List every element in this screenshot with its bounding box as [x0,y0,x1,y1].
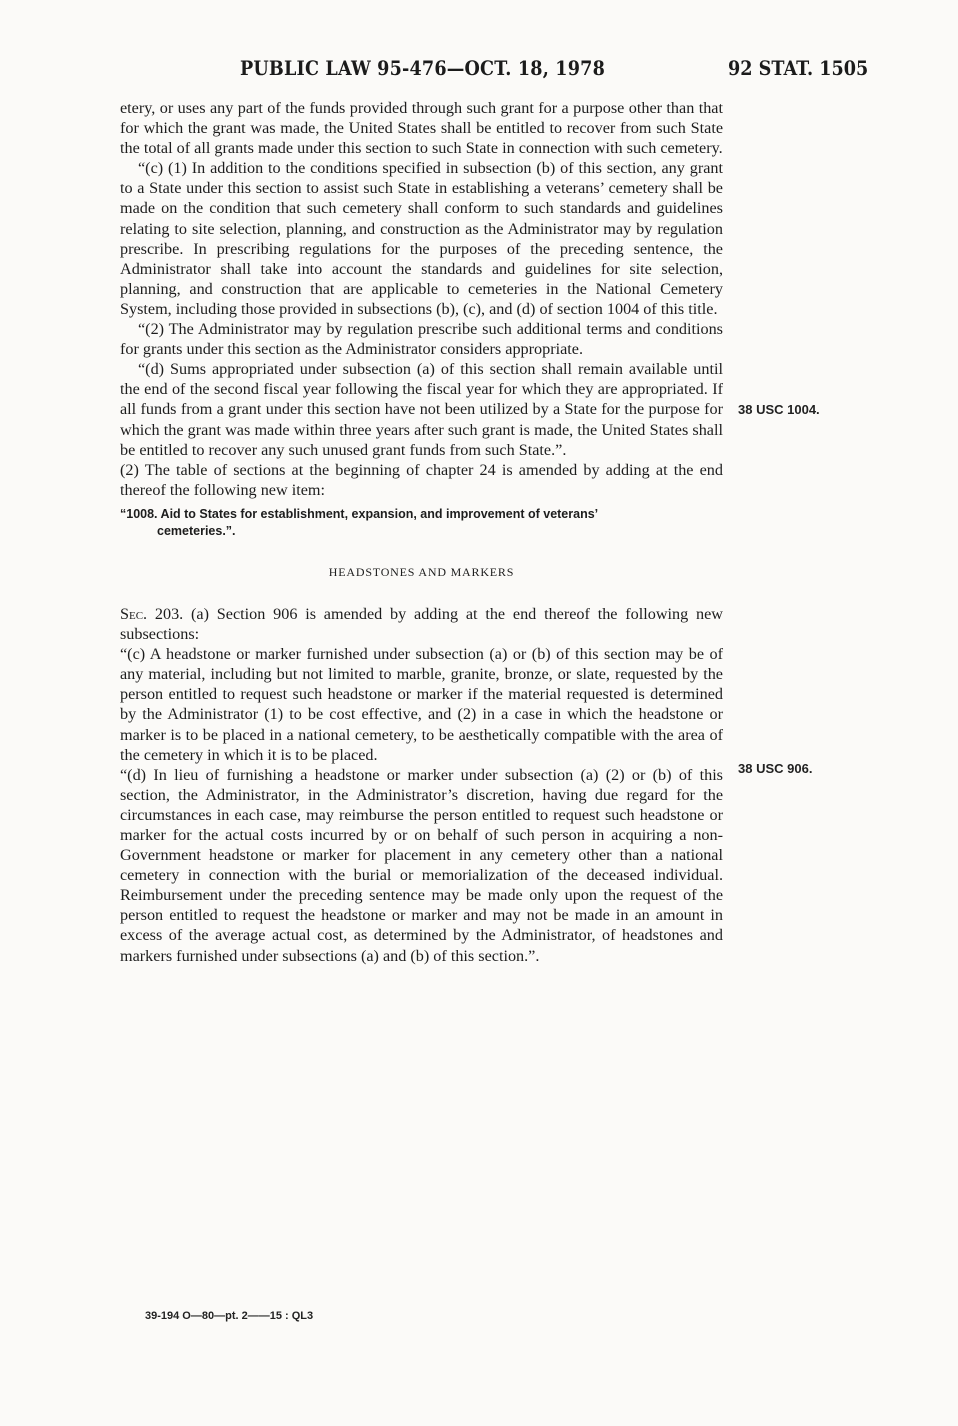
running-header-page-number: 92 STAT. 1505 [728,56,869,80]
print-code-footer: 39-194 O—80—pt. 2——15 : QL3 [145,1310,314,1322]
paragraph-subsection-c2: “(2) The Administrator may by regulation prescribe such additional terms and conditions for grants under this section as the Administrator considers appropriate. [120,320,723,359]
paragraph-headstone-c: “(c) A headstone or marker furnished under subsection (a) or (b) of this section may be of any material, including but not limited to marble, granite, bronze, or slate, requested by the person entitled to request such headstone or marker if the material requested is determined by the Administrator (1) to be cost effective, and (2) in a case in which the headstone or marker is to be placed in a national cemetery, to be aesthetically compatible with the area of the cemetery in which it is to be placed. [120,645,723,764]
table-item-line2: cemeteries.”. [157,523,236,538]
table-item-line1: “1008. Aid to States for establishment, expansion, and improvement of veterans’ [120,506,599,521]
table-of-sections-item [120,506,723,540]
running-header-title: PUBLIC LAW 95-476—OCT. 18, 1978 [240,56,605,80]
paragraph-continuation: etery, or uses any part of the funds provided through such grant for a purpose other than that for which the grant was made, the United States shall be entitled to recover from such State the total of all grants made under this section to such State in connection with such cemetery. [120,99,723,158]
paragraph-subsection-c1: “(c) (1) In addition to the conditions specified in subsection (b) of this section, any grant to a State under this section to assist such State in establishing a veterans’ cemetery shall be made on the condition that such cemetery shall conform to such standards and guidelines relating to site selection, planning, and construction as the Administrator may by regulation prescribe. In prescribing regulations for the purposes of the preceding sentence, the Administrator shall take into account the standards and guidelines for site selection, planning, and construction that are applicable to cemeteries in the National Cemetery System, including those provided in subsections (b), (c), and (d) of section 1004 of this title. [120,159,723,318]
marginal-note-38-usc-906: 38 USC 906. [738,761,813,776]
paragraph-subsection-d: “(d) Sums appropriated under subsection (a) of this section shall remain available until the end of the second fiscal year following the fiscal year for which they are appropriated. If all funds from a grant under this section have not been utilized by a State for the purpose for which the grant was made within three years after such grant is made, the United States shall be entitled to recover any such unused grant funds from such State.”. [120,360,723,459]
sec-203-text: 203. (a) Section 906 is amended by adding at the end thereof the following new subsections: [120,604,723,644]
paragraph-sec-203 [120,604,723,644]
marginal-note-38-usc-1004: 38 USC 1004. [738,402,820,417]
sec-label: Sec. [120,604,148,623]
body-text [120,98,723,966]
paragraph-headstone-d: “(d) In lieu of furnishing a headstone or marker under subsection (a) (2) or (b) of this section, the Administrator, in the Administrator’s discretion, having due regard for the circumstances in each case, may reimburse the person entitled to request such headstone or marker for the actual costs incurred by or on behalf of such person in acquiring a non-Government headstone or marker for placement in any cemetery other than a national cemetery in connection with the burial or memorialization of the deceased individual. Reimbursement under the preceding sentence may be made only upon the request of the person entitled to request the headstone or marker and may not be made in an amount in excess of the average actual cost, as determined by the Administrator, of headstones and markers furnished under subsections (a) and (b) of this section.”. [120,765,723,965]
section-heading: HEADSTONES AND MARKERS [328,564,515,579]
paragraph-table-amendment: (2) The table of sections at the beginning of chapter 24 is amended by adding at the end thereof the following new item: [120,460,723,499]
